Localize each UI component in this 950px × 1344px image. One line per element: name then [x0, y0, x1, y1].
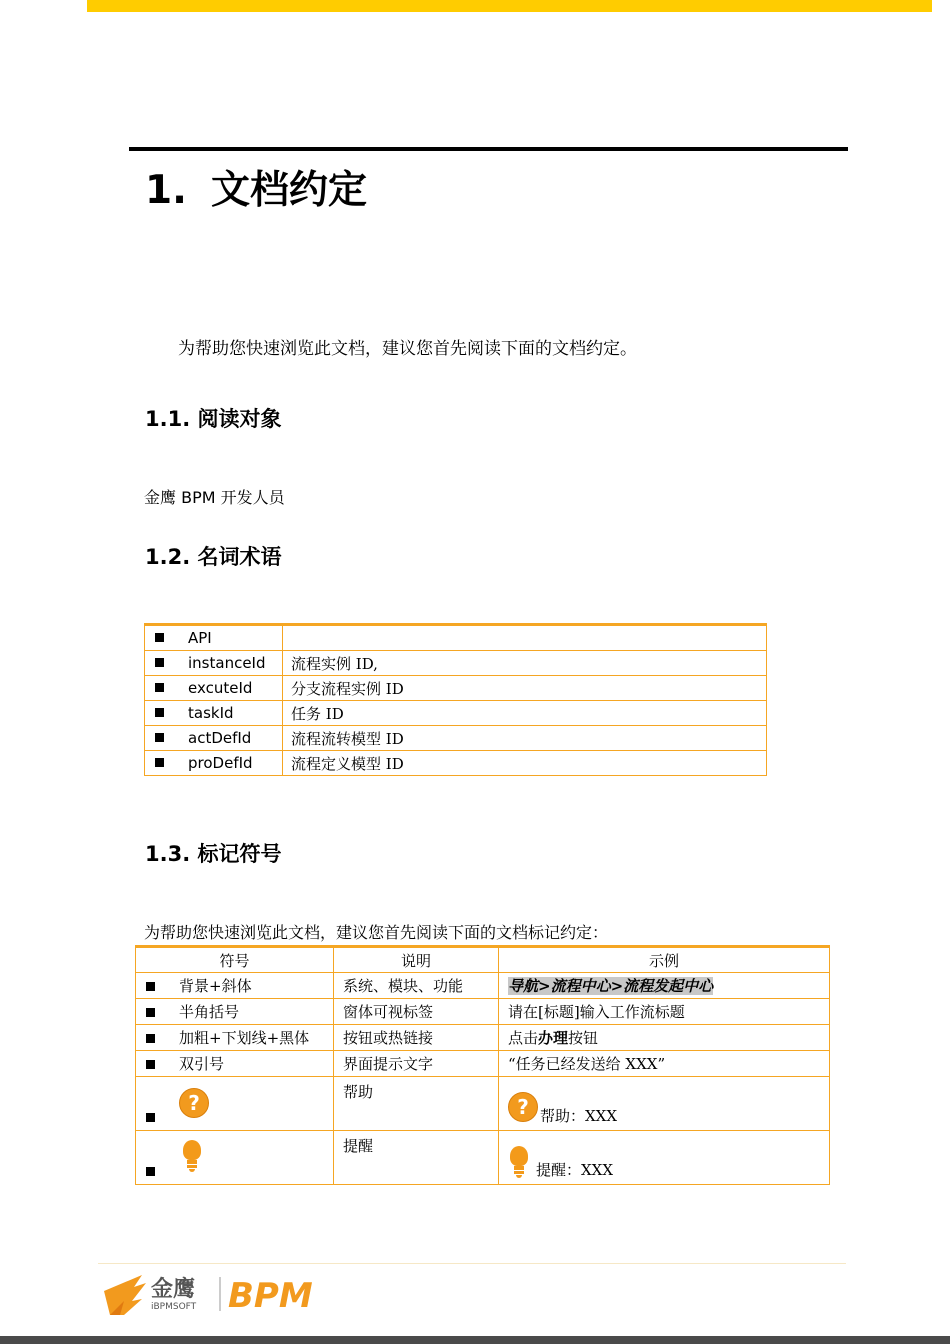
marks-intro-text: 为帮助您快速浏览此文档，建议您首先阅读下面的文档标记约定：	[144, 923, 609, 942]
bullet-icon	[146, 1113, 155, 1122]
table-row	[136, 999, 830, 1025]
symbol-desc: 界面提示文字	[334, 1051, 499, 1077]
footer-bar	[0, 1336, 950, 1344]
logo-en-text: iBPMSOFT	[151, 1302, 197, 1312]
intro-text: 为帮助您快速浏览此文档，建议您首先阅读下面的文档约定。	[178, 339, 637, 359]
footer-divider	[98, 1263, 846, 1264]
help-icon: ?	[508, 1092, 538, 1122]
symbol-name: 双引号	[179, 1055, 225, 1073]
logo-bpm-text: BPM	[228, 1276, 313, 1316]
bullet-icon	[155, 633, 164, 642]
term-name: API	[188, 629, 212, 647]
term-name: proDefId	[188, 754, 253, 772]
help-icon: ?	[179, 1088, 209, 1118]
table-row	[136, 973, 830, 999]
term-desc	[283, 625, 767, 651]
table-row	[145, 726, 767, 751]
section-title-terms: 1.2. 名词术语	[145, 545, 282, 569]
example-pre: 点击	[508, 1029, 539, 1047]
chapter-title: 文档约定	[211, 168, 368, 213]
example-text: “任务已经发送给 XXX”	[499, 1051, 830, 1077]
example-text: 导航>流程中心>流程发起中心	[508, 977, 714, 995]
term-name: excuteId	[188, 679, 253, 697]
bullet-icon	[146, 1008, 155, 1017]
table-row	[145, 676, 767, 701]
bullet-icon	[155, 708, 164, 717]
symbol-name: 半角括号	[179, 1003, 240, 1021]
header-accent-bar	[87, 0, 932, 12]
table-row	[136, 1077, 830, 1131]
bullet-icon	[155, 683, 164, 692]
company-logo	[102, 1271, 313, 1321]
chapter-number: 1.	[145, 168, 187, 213]
term-name: taskId	[188, 704, 234, 722]
symbol-desc: 帮助	[334, 1077, 499, 1131]
term-desc: 流程定义模型 ID	[283, 751, 767, 776]
section-title-marks: 1.3. 标记符号	[145, 842, 282, 866]
col-header-example: 示例	[499, 947, 830, 973]
table-header-row	[136, 947, 830, 973]
example-text: 提醒：XXX	[536, 1161, 614, 1179]
bullet-icon	[155, 758, 164, 767]
symbol-desc: 按钮或热链接	[334, 1025, 499, 1051]
section-title-audience: 1.1. 阅读对象	[145, 407, 282, 431]
bullet-icon	[146, 982, 155, 991]
example-text: 请在[标题]输入工作流标题	[499, 999, 830, 1025]
table-row	[145, 701, 767, 726]
table-row	[136, 1051, 830, 1077]
bullet-icon	[155, 658, 164, 667]
example-text	[499, 1025, 830, 1051]
bullet-icon	[146, 1167, 155, 1176]
table-row	[145, 751, 767, 776]
term-name: instanceId	[188, 654, 266, 672]
table-row	[136, 1131, 830, 1185]
example-bold: 办理	[538, 1029, 569, 1047]
example-post: 按钮	[568, 1029, 599, 1047]
term-desc: 分支流程实例 ID	[283, 676, 767, 701]
table-row	[145, 651, 767, 676]
terms-table	[144, 623, 767, 776]
symbol-name: 加粗+下划线+黑体	[179, 1029, 310, 1047]
symbol-desc: 系统、模块、功能	[334, 973, 499, 999]
chapter-heading	[145, 166, 367, 216]
col-header-desc: 说明	[334, 947, 499, 973]
audience-text: 金鹰 BPM 开发人员	[144, 488, 285, 507]
table-row	[145, 625, 767, 651]
term-desc: 任务 ID	[283, 701, 767, 726]
symbol-desc: 提醒	[334, 1131, 499, 1185]
heading-rule	[129, 147, 848, 151]
logo-cn-text: 金鹰	[151, 1277, 196, 1302]
marks-table	[135, 945, 830, 1185]
col-header-symbol: 符号	[136, 947, 334, 973]
eagle-logo-icon	[102, 1271, 313, 1321]
bullet-icon	[146, 1060, 155, 1069]
example-text: 帮助：XXX	[540, 1107, 618, 1125]
bullet-icon	[146, 1034, 155, 1043]
bullet-icon	[155, 733, 164, 742]
term-name: actDefId	[188, 729, 252, 747]
symbol-desc: 窗体可视标签	[334, 999, 499, 1025]
term-desc: 流程实例 ID,	[283, 651, 767, 676]
lightbulb-icon	[181, 1140, 203, 1174]
table-row	[136, 1025, 830, 1051]
symbol-name: 背景+斜体	[179, 977, 252, 995]
term-desc: 流程流转模型 ID	[283, 726, 767, 751]
lightbulb-icon	[508, 1146, 530, 1180]
